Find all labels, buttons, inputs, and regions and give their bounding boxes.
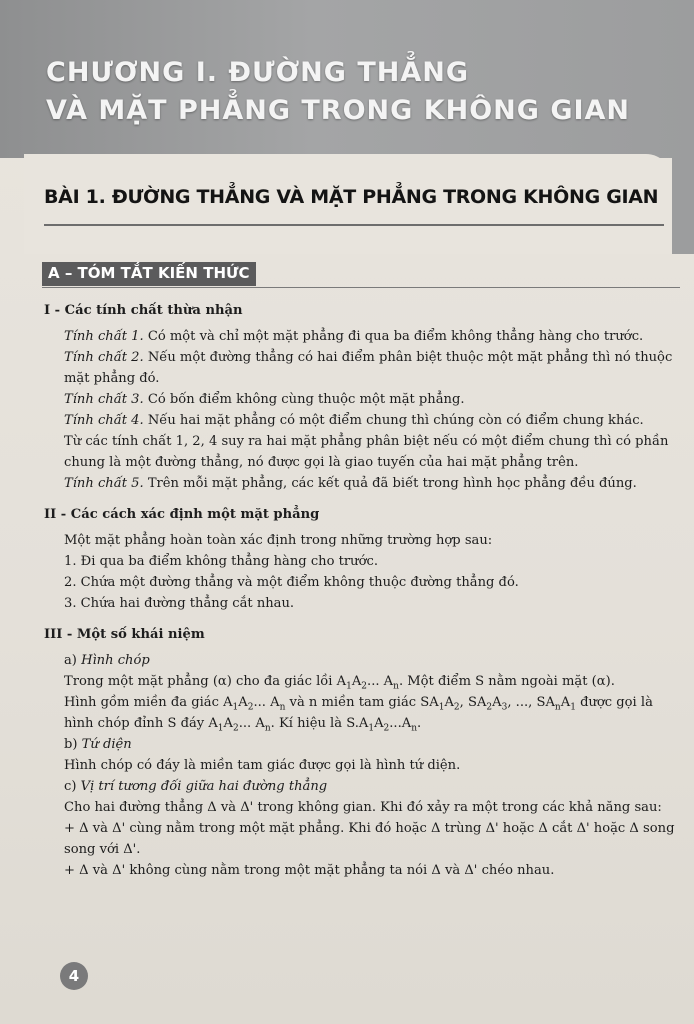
property-3-text: Có bốn điểm không cùng thuộc một mặt phẳng. — [143, 392, 465, 407]
concept-c-text-2: + Δ và Δ' cùng nằm trong một mặt phẳng. Khi đó hoặc Δ trùng Δ' hoặc Δ cắt Δ' hoặc Δ song song với Δ'. — [64, 821, 675, 857]
part2-item-1: 1. Đi qua ba điểm không thẳng hàng cho trước. — [64, 554, 378, 569]
property-5 — [44, 473, 680, 494]
property-5-label: Tính chất 5. — [64, 476, 144, 491]
property-2-label: Tính chất 2. — [64, 350, 144, 365]
lesson-title: BÀI 1. ĐƯỜNG THẲNG VÀ MẶT PHẲNG TRONG KHÔNG GIAN — [44, 186, 659, 208]
property-3 — [44, 389, 680, 410]
concept-a-label: a) — [64, 653, 82, 668]
property-4-label: Tính chất 4. — [64, 413, 144, 428]
chapter-title — [46, 54, 666, 130]
concept-c-text-1: Cho hai đường thẳng Δ và Δ' trong không gian. Khi đó xảy ra một trong các khả năng sau: — [64, 800, 662, 815]
concept-b-title — [44, 734, 680, 755]
side-tab — [672, 158, 694, 254]
concept-a-text-1: Trong một mặt phẳng (α) cho đa giác lồi $A_1A_2$... $A_n$. Một điểm S nằm ngoài mặt (α). — [64, 674, 615, 692]
property-1-text: Có một và chỉ một mặt phẳng đi qua ba điểm không thẳng hàng cho trước. — [143, 329, 644, 344]
concept-c-name: Vị trí tương đối giữa hai đường thẳng — [80, 779, 328, 794]
section-header-label: A – TÓM TẮT KIẾN THỨC — [48, 264, 250, 282]
property-1-label: Tính chất 1. — [64, 329, 144, 344]
property-1 — [44, 326, 680, 347]
section-divider — [42, 287, 680, 288]
lesson-title-underline — [44, 224, 664, 226]
property-2-text: Nếu một đường thẳng có hai điểm phân biệt thuộc một mặt phẳng thì nó thuộc mặt phẳng đó. — [64, 350, 673, 386]
part2-item-2: 2. Chứa một đường thẳng và một điểm không thuộc đường thẳng đó. — [64, 575, 519, 590]
property-3-label: Tính chất 3. — [64, 392, 144, 407]
concept-b-name: Tứ diện — [81, 737, 132, 752]
part3-heading: III - Một số khái niệm — [44, 627, 205, 642]
concept-a-name: Hình chóp — [81, 653, 150, 668]
part1-heading: I - Các tính chất thừa nhận — [44, 303, 243, 318]
concept-b-label: b) — [64, 737, 82, 752]
main-content — [44, 300, 680, 881]
concept-b-text: Hình chóp có đáy là miền tam giác được gọi là hình tứ diện. — [64, 758, 461, 773]
property-4 — [44, 410, 680, 431]
property-2 — [44, 347, 680, 389]
property-consequence: Từ các tính chất 1, 2, 4 suy ra hai mặt phẳng phân biệt nếu có một điểm chung thì có phần chung là một đường thẳng, nó được gọi là giao tuyến của hai mặt phẳng trên. — [64, 434, 669, 470]
part2-item-3: 3. Chứa hai đường thẳng cắt nhau. — [64, 596, 295, 611]
property-5-text: Trên mỗi mặt phẳng, các kết quả đã biết trong hình học phẳng đều đúng. — [143, 476, 637, 491]
concept-a-text-2: Hình gồm miền đa giác $A_1A_2$... $A_n$ và n miền tam giác $SA_1A_2$, $SA_2A_3$, ..., $SA_nA_1$ được gọi là hình chóp đỉnh S đáy $A_1A_2$... $A_n$. Kí hiệu là $S.A_1A_2...A_n$. — [64, 695, 653, 734]
property-4-text: Nếu hai mặt phẳng có một điểm chung thì chúng còn có điểm chung khác. — [143, 413, 644, 428]
chapter-title-line-1: CHƯƠNG I. ĐƯỜNG THẲNG — [46, 57, 470, 88]
page-number-badge: 4 — [60, 962, 88, 990]
concept-c-text-3: + Δ và Δ' không cùng nằm trong một mặt phẳng ta nói Δ và Δ' chéo nhau. — [64, 863, 555, 878]
concept-c-label: c) — [64, 779, 81, 794]
concept-a-title — [44, 650, 680, 671]
chapter-title-line-2: VÀ MẶT PHẲNG TRONG KHÔNG GIAN — [46, 95, 631, 126]
part2-intro: Một mặt phẳng hoàn toàn xác định trong những trường hợp sau: — [64, 533, 493, 548]
part2-heading: II - Các cách xác định một mặt phẳng — [44, 507, 320, 522]
concept-c-title — [44, 776, 680, 797]
